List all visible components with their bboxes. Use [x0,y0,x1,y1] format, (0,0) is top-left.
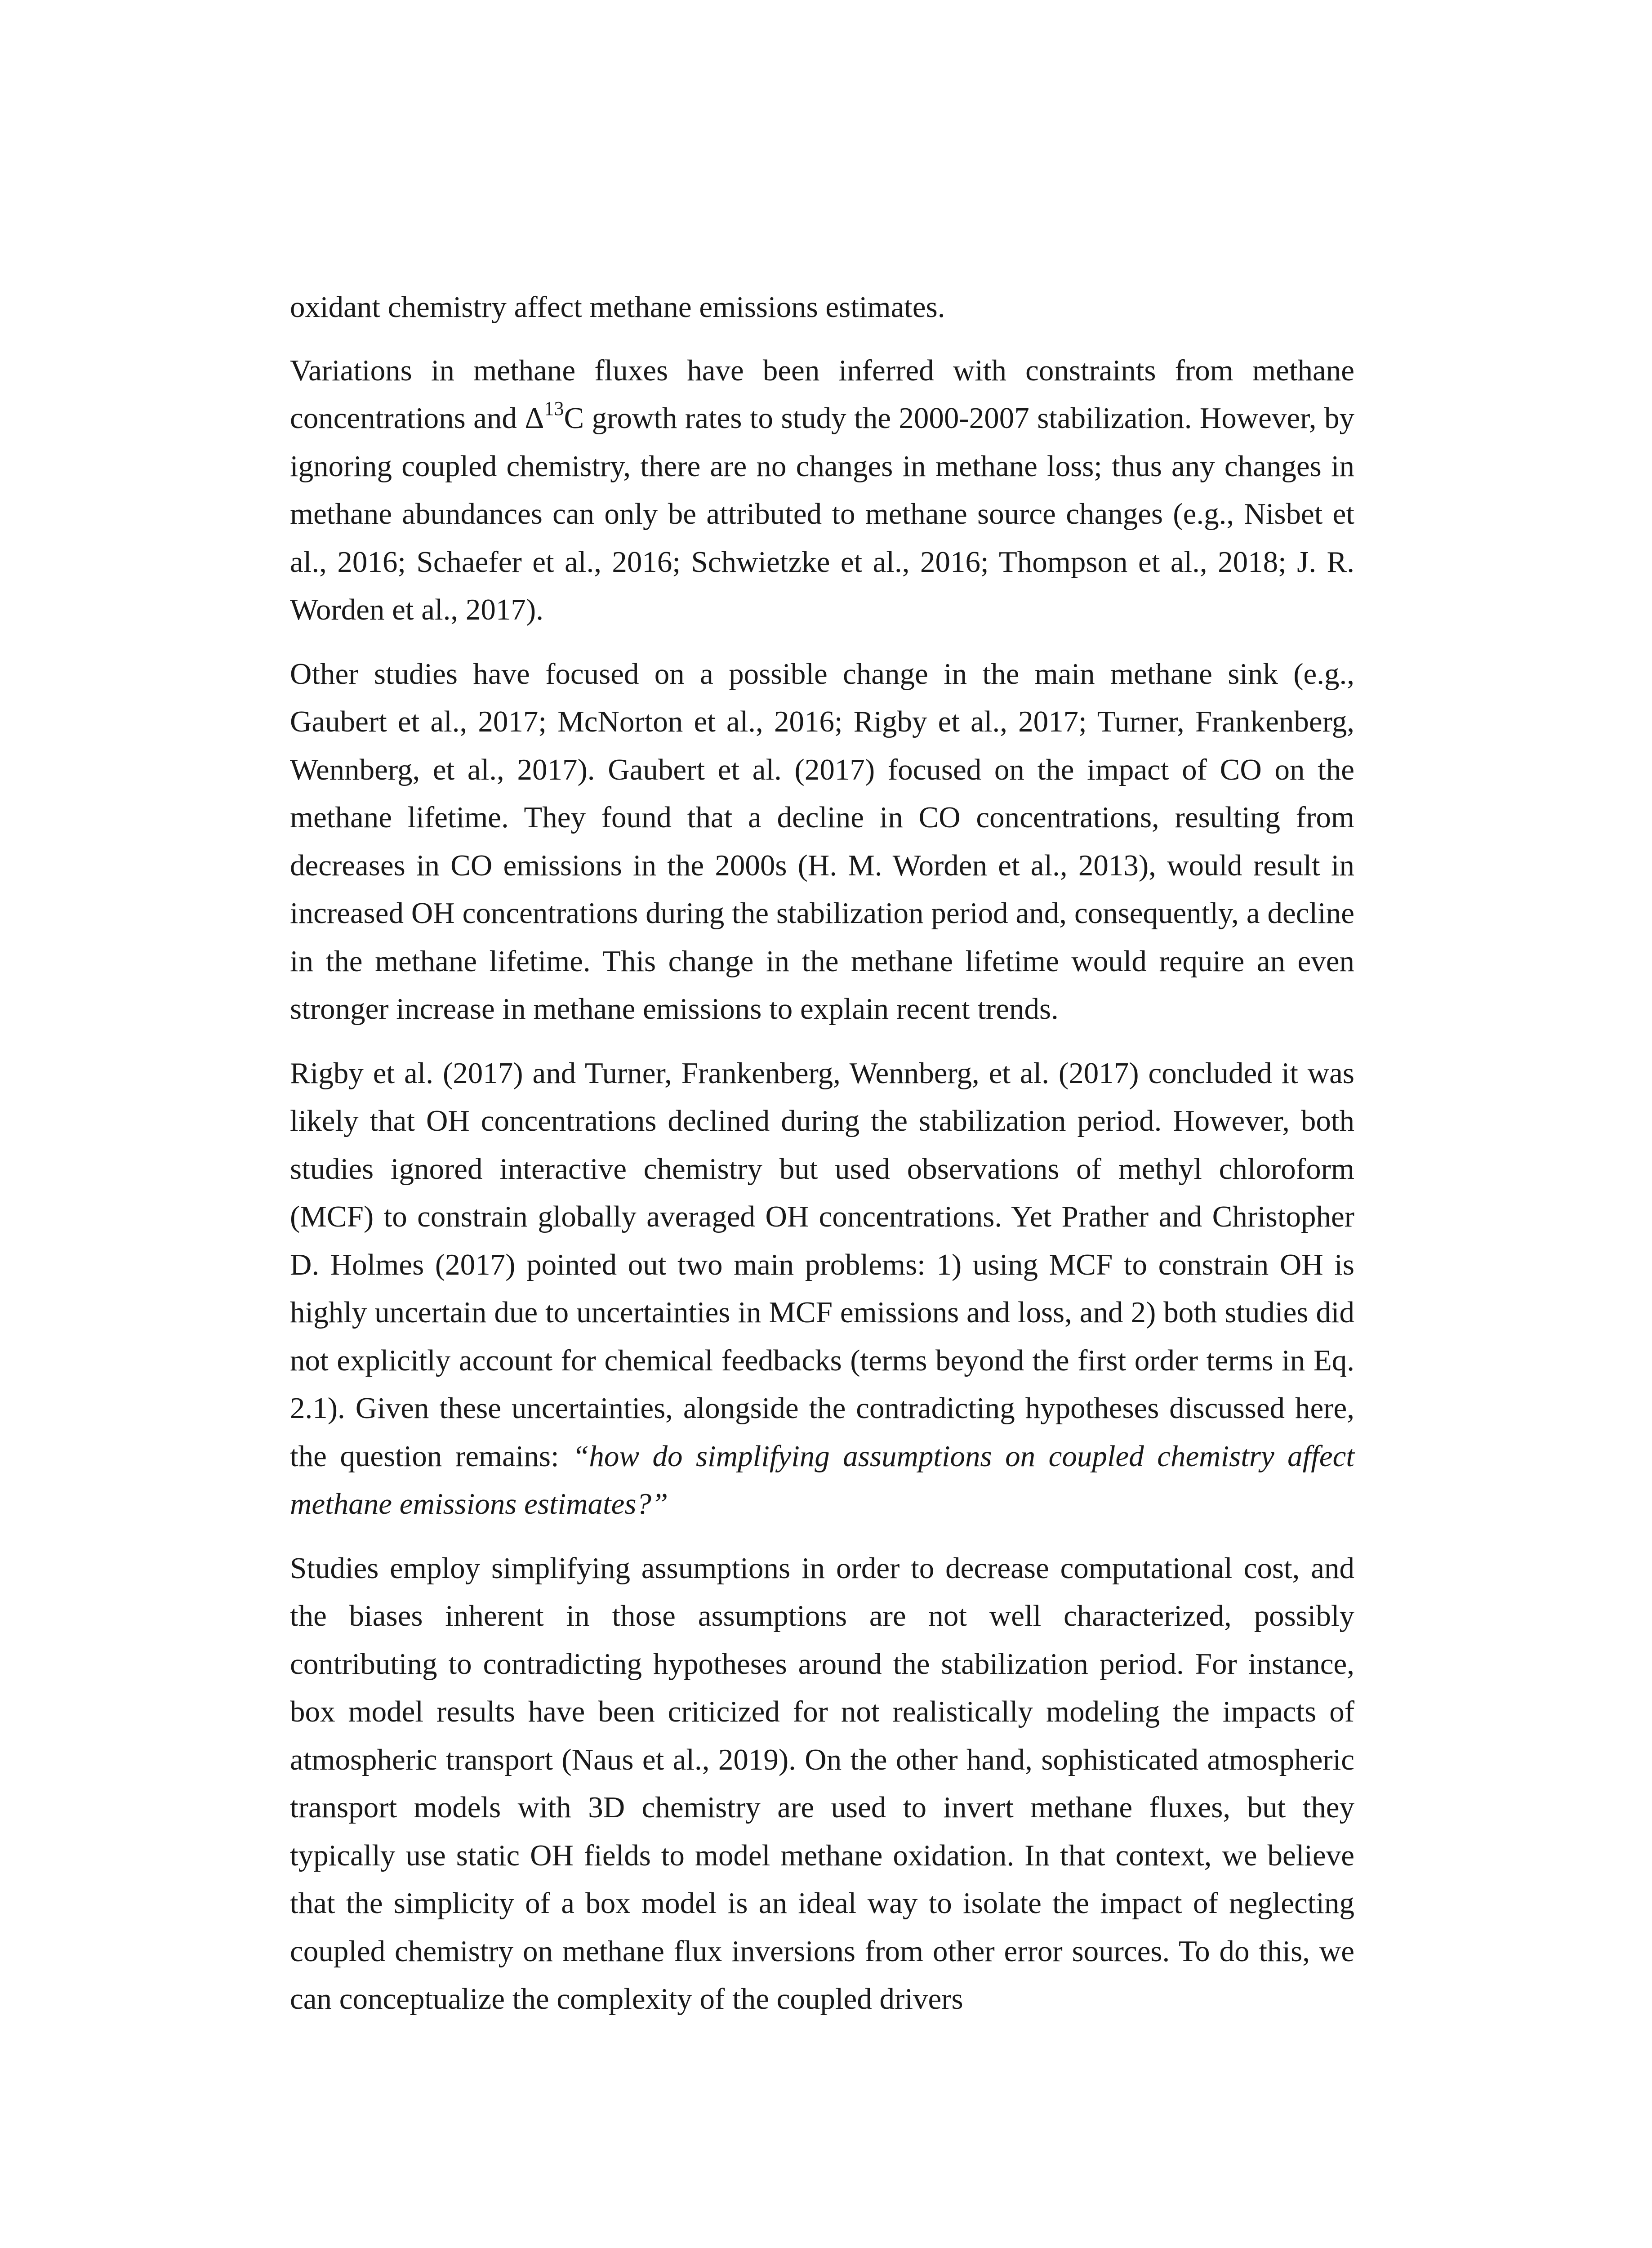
body-text [290,283,1354,2039]
paragraph-0 [290,283,1354,331]
isotope-superscript: 13 [544,397,564,419]
paragraph-4-text: Studies employ simplifying assumptions in order to decrease computational cost, and the biases inherent in those assumptions are not well characterized, possibly contributing to contradicting hypotheses around the stabilization period. For instance, box model results have been criticized for not realistically modeling the impacts of atmospheric transport (Naus et al., 2019). On the other hand, sophisticated atmospheric transport models with 3D chemistry are used to invert methane fluxes, but they typically use static OH fields to model methane oxidation. In that context, we believe that the simplicity of a box model is an ideal way to isolate the impact of neglecting coupled chemistry on methane flux inversions from other error sources. To do this, we can conceptualize the complexity of the coupled drivers [290,1551,1354,2016]
paragraph-1 [290,347,1354,634]
paragraph-1-text-before: Variations in methane fluxes have been inferred with constraints from methane concentrations and [290,353,1354,435]
paragraph-3-text: Rigby et al. (2017) and Turner, Frankenberg, Wennberg, et al. (2017) concluded it was likely that OH concentrations declined during the stabilization period. However, both studies ignored interactive chemistry but used observations of methyl chloroform (MCF) to constrain globally averaged OH concentrations. Yet Prather and Christopher D. Holmes (2017) pointed out two main problems: 1) using MCF to constrain OH is highly uncertain due to uncertainties in MCF emissions and loss, and 2) both studies did not explicitly account for chemical feedbacks (terms beyond the first order terms in Eq. 2.1). Given these uncertainties, alongside the contradicting hypotheses discussed here, the question remains: [290,1056,1354,1473]
paragraph-1-text-after: C growth rates to study the 2000-2007 stabilization. However, by ignoring coupled chemistry, there are no changes in methane loss; thus any changes in methane abundances can only be attributed to methane source changes (e.g., Nisbet et al., 2016; Schaefer et al., 2016; Schwietzke et al., 2016; Thompson et al., 2018; J. R. Worden et al., 2017). [290,401,1355,626]
paragraph-0-text: oxidant chemistry affect methane emissions estimates. [290,290,945,324]
paragraph-3 [290,1049,1354,1528]
delta-symbol: Δ [525,401,544,435]
paragraph-4 [290,1544,1354,2023]
paragraph-2-text: Other studies have focused on a possible change in the main methane sink (e.g., Gaubert et al., 2017; McNorton et al., 2016; Rigby et al., 2017; Turner, Frankenberg, Wennberg, et al., 2017). Gaubert et al. (2017) focused on the impact of CO on the methane lifetime. They found that a decline in CO concentrations, resulting from decreases in CO emissions in the 2000s (H. M. Worden et al., 2013), would result in increased OH concentrations during the stabilization period and, consequently, a decline in the methane lifetime. This change in the methane lifetime would require an even stronger increase in methane emissions to explain recent trends. [290,657,1354,1026]
paragraph-2 [290,650,1354,1033]
research-question: “how do simplifying assumptions on coupled chemistry affect methane emissions estimates?” [290,1439,1354,1521]
